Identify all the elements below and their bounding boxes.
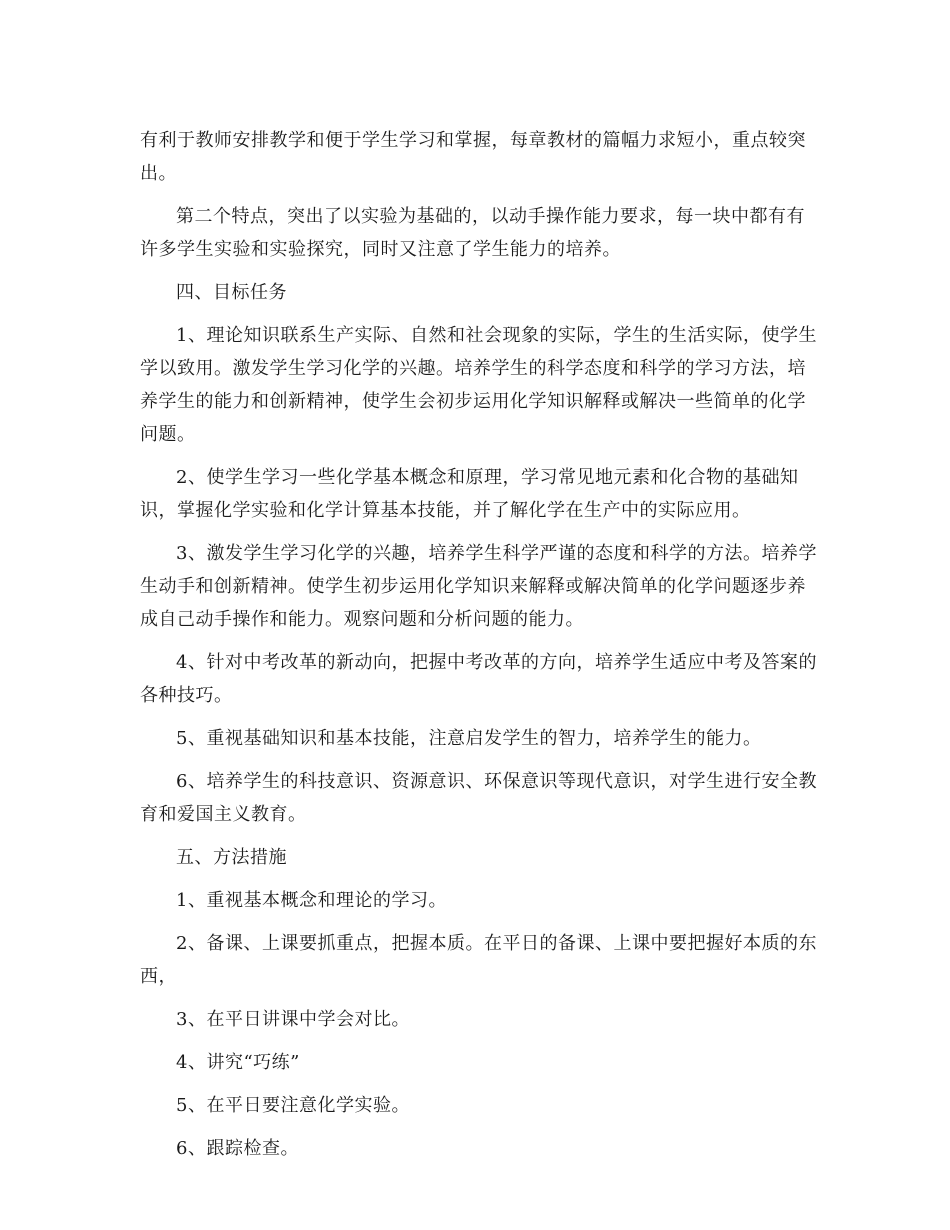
method-item-6: 6、跟踪检查。 [176,1138,299,1159]
section-heading-goals: 四、目标任务 [176,282,287,303]
goal-item-5: 5、重视基础知识和基本技能，注意启发学生的智力，培养学生的能力。 [176,728,762,749]
method-item-3: 3、在平日讲课中学会对比。 [176,1009,410,1030]
goal-item-6: 6、培养学生的科技意识、资源意识、环保意识等现代意识，对学生进行安全教育和爱国主义教育。 [140,771,817,825]
goal-item-1: 1、理论知识联系生产实际、自然和社会现象的实际，学生的生活实际，使学生学以致用。激发学生学习化学的兴趣。培养学生的科学态度和科学的学习方法，培养学生的能力和创新精神，使学生会初步运用化学知识解释或解决一些简单的化学问题。 [140,325,817,445]
paragraph-intro-continuation: 有利于教师安排教学和便于学生学习和掌握，每章教材的篇幅力求短小，重点较突出。 [140,130,806,184]
method-item-4: 4、讲究“巧练” [176,1052,300,1073]
method-item-5: 5、在平日要注意化学实验。 [176,1095,410,1116]
goal-item-4: 4、针对中考改革的新动向，把握中考改革的方向，培养学生适应中考及答案的各种技巧。 [140,652,817,706]
paragraph-second-feature: 第二个特点，突出了以实验为基础的，以动手操作能力要求，每一块中都有有许多学生实验和实验探究，同时又注意了学生能力的培养。 [140,206,805,260]
method-item-1: 1、重视基本概念和理论的学习。 [176,890,447,911]
goal-item-2: 2、使学生学习一些化学基本概念和原理，学习常见地元素和化合物的基础知识，掌握化学实验和化学计算基本技能，并了解化学在生产中的实际应用。 [140,467,799,521]
document-body [140,124,820,1175]
goal-item-3: 3、激发学生学习化学的兴趣，培养学生科学严谨的态度和科学的方法。培养学生动手和创新精神。使学生初步运用化学知识来解释或解决简单的化学问题逐步养成自己动手操作和能力。观察问题和分析问题的能力。 [140,543,817,630]
method-item-2: 2、备课、上课要抓重点，把握本质。在平日的备课、上课中要把握好本质的东西， [140,933,817,987]
section-heading-methods: 五、方法措施 [176,847,287,868]
